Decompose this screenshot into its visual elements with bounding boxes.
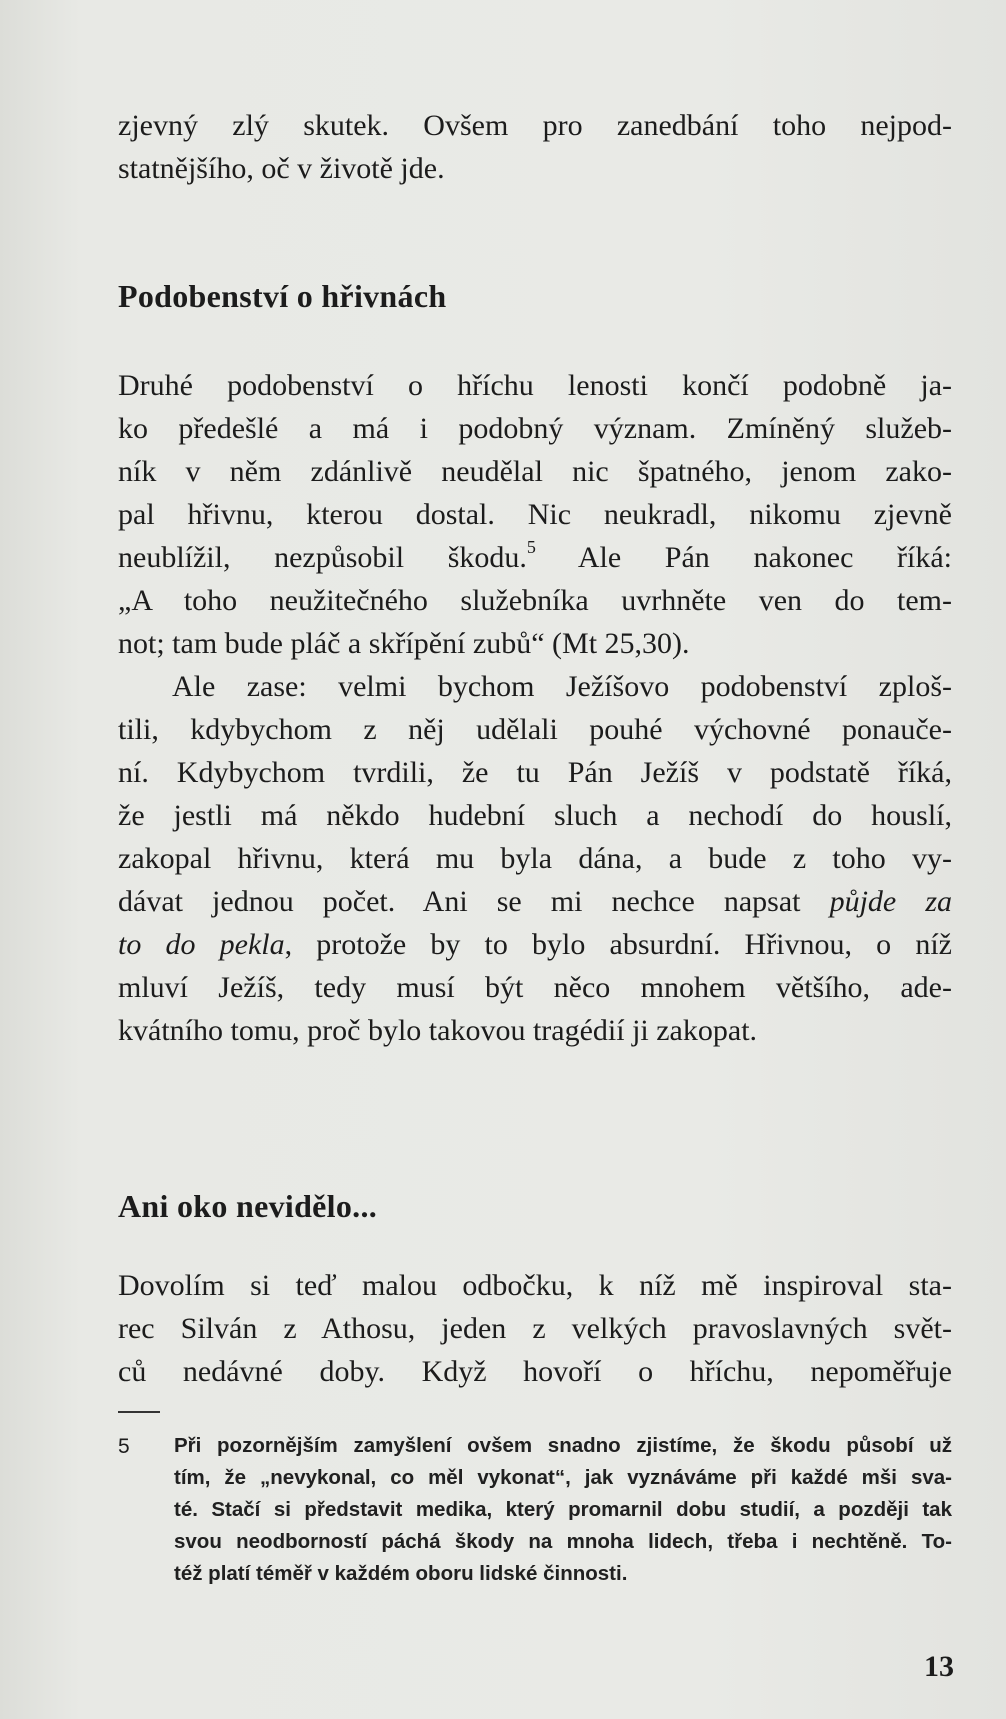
text-line: zakopal hřivnu, která mu byla dána, a bude z toho vy- xyxy=(118,842,952,875)
footnote-marker: 5 xyxy=(526,537,536,558)
text-line xyxy=(118,880,952,923)
text-line: že jestli má někdo hudební sluch a nechodí do houslí, xyxy=(118,799,952,832)
text-line: ní. Kdybychom tvrdili, že tu Pán Ježíš v podstatě říká, xyxy=(118,756,952,789)
text-line: „A toho neužitečného služebníka uvrhněte ven do tem- xyxy=(118,584,952,617)
footnote-divider xyxy=(118,1411,160,1413)
text-line: tili, kdybychom z něj udělali pouhé výchovné ponauče- xyxy=(118,713,952,746)
text-segment: Ale Pán nakonec říká: xyxy=(535,541,952,574)
footnote-line: svou neodborností páchá škody na mnoha lidech, třeba i nechtěně. To- xyxy=(174,1530,952,1553)
text-line: ko předešlé a má i podobný význam. Zmíněný služeb- xyxy=(118,412,952,445)
text-segment: neublížil, nezpůsobil škodu. xyxy=(118,541,527,574)
text-line xyxy=(118,923,952,966)
text-line: rec Silván z Athosu, jeden z velkých pravoslavných svět- xyxy=(118,1312,952,1345)
footnote-line: též platí téměř v každém oboru lidské činnosti. xyxy=(174,1562,628,1585)
section-heading: Ani oko nevidělo... xyxy=(118,1188,378,1224)
text-segment: dávat jednou počet. Ani se mi nechce napsat xyxy=(118,885,801,918)
text-line: Ale zase: velmi bychom Ježíšovo podobenství zploš- xyxy=(172,670,952,703)
text-segment: , protože by to bylo absurdní. Hřivnou, o níž xyxy=(284,928,952,961)
text-line: zjevný zlý skutek. Ovšem pro zanedbání toho nejpod- xyxy=(118,109,952,142)
text-line: ců nedávné doby. Když hovoří o hříchu, nepoměřuje xyxy=(118,1355,952,1388)
text-line: Dovolím si teď malou odbočku, k níž mě inspiroval sta- xyxy=(118,1269,952,1302)
footnote-line: tím, že „nevykonal, co měl vykonat“, jak vyznáváme při každé mši sva- xyxy=(174,1466,952,1489)
text-line: ník v něm zdánlivě neudělal nic špatného, jenom zako- xyxy=(118,455,952,488)
text-line xyxy=(118,536,952,579)
text-line: Druhé podobenství o hříchu lenosti končí podobně ja- xyxy=(118,369,952,402)
italic-text: to do pekla xyxy=(118,928,285,961)
text-line: statnějšího, oč v životě jde. xyxy=(118,152,445,185)
paragraph xyxy=(118,1264,952,1393)
paragraph xyxy=(118,665,952,1052)
section-heading: Podobenství o hřivnách xyxy=(118,278,447,314)
footnote-number: 5 xyxy=(118,1435,130,1458)
footnote-text xyxy=(174,1430,952,1590)
text-line: kvátního tomu, proč bylo takovou tragédií ji zakopat. xyxy=(118,1014,758,1047)
text-line: pal hřivnu, kterou dostal. Nic neukradl, nikomu zjevně xyxy=(118,498,952,531)
top-paragraph xyxy=(118,104,952,190)
text-line: not; tam bude pláč a skřípění zubů“ (Mt 25,30). xyxy=(118,627,690,660)
paragraph xyxy=(118,364,952,665)
footnote-line: té. Stačí si představit medika, který promarnil dobu studií, a později tak xyxy=(174,1498,952,1521)
italic-text: půjde za xyxy=(829,885,952,918)
page-number: 13 xyxy=(924,1650,954,1683)
text-line: mluví Ježíš, tedy musí být něco mnohem většího, ade- xyxy=(118,971,952,1004)
footnote-line: Při pozornějším zamyšlení ovšem snadno zjistíme, že škodu působí už xyxy=(174,1434,952,1457)
